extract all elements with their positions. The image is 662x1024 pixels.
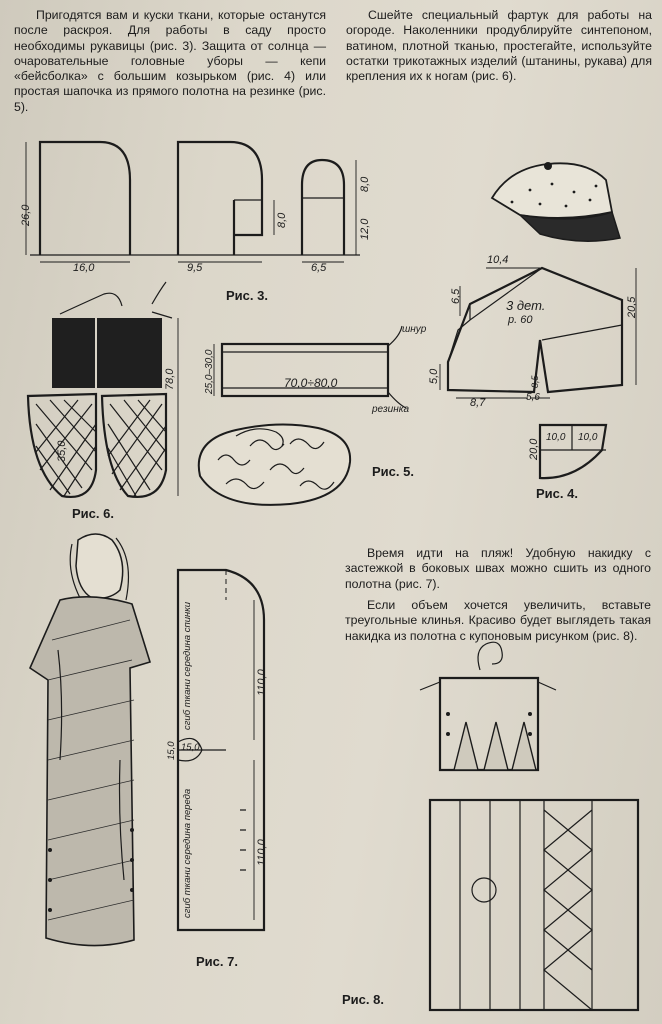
visor-dim-h: 20,0 bbox=[528, 438, 540, 460]
apron-dim-pocket: 35,0 bbox=[56, 440, 68, 462]
caption-fig5: Рис. 5. bbox=[372, 464, 414, 479]
dim-width-main: 16,0 bbox=[73, 262, 95, 274]
cap-dim-top: 10,4 bbox=[487, 254, 509, 266]
beach-text-1: Время идти на пляж! Удобную накидку с застежкой в боковых швах можно сшить из одного полотна (рис. 7). bbox=[345, 546, 651, 591]
caption-fig4: Рис. 4. bbox=[536, 486, 578, 501]
dim-height: 26,0 bbox=[20, 204, 32, 226]
cap-dim-right: 20,5 bbox=[626, 296, 638, 318]
hat-dim-height: 25,0–30,0 bbox=[204, 349, 215, 394]
cap-dim-bottom-b: 5,6 bbox=[526, 392, 540, 403]
cape-fold-bottom: сгиб ткани середина переда bbox=[182, 788, 193, 918]
cap-dim-bottom-left: 5,0 bbox=[428, 368, 440, 384]
cap-dim-left: 6,5 bbox=[450, 288, 462, 304]
visor-dim-a: 10,0 bbox=[546, 432, 566, 443]
caption-fig3: Рис. 3. bbox=[226, 288, 268, 303]
cap-pieces: 3 дет. bbox=[506, 298, 546, 313]
intro-text-right: Сшейте специальный фартук для работы на огороде. Наколенники продублируйте синтепоном, ватином, плотной тканью, простегайте, используйте остатки трикотажных изделий (штанины, рукава) для крепления их к ногам (рис. 6). bbox=[346, 8, 652, 84]
cap-size: р. 60 bbox=[508, 314, 533, 326]
caption-fig7: Рис. 7. bbox=[196, 954, 238, 969]
cape-dim-neck-h: 15,0 bbox=[166, 741, 177, 760]
caption-fig8: Рис. 8. bbox=[342, 992, 384, 1007]
cape-dim-top: 110,0 bbox=[256, 669, 268, 696]
beach-text-2: Если объем хочется увеличить, вставьте треугольные клинья. Красиво будет выглядеть такая накидка из полотна с купоновым рисунком (рис. 8). bbox=[345, 598, 651, 643]
cap-dim-center: 8,5 bbox=[530, 375, 540, 388]
hat-elastic-label: резинка bbox=[372, 404, 410, 415]
hat-cord-label: шнур bbox=[402, 324, 427, 335]
apron-dim-length: 78,0 bbox=[164, 368, 176, 390]
intro-text-left: Пригодятся вам и куски ткани, которые останутся после раскроя. Для работы в саду просто необходимы рукавицы (рис. 3). Защита от солнца — очаровательные головные уборы — кепи «бейсболка» с большим козырьком (рис. 4) или простая шапочка из прямого полотна на резинке (рис. 5). bbox=[14, 8, 326, 114]
hat-dim-width: 70,0÷80,0 bbox=[284, 376, 338, 390]
dim-h12: 12,0 bbox=[359, 218, 371, 240]
cap-dim-bottom-a: 8,7 bbox=[470, 397, 486, 409]
caption-fig6: Рис. 6. bbox=[72, 506, 114, 521]
cape-dim-neck-w: 15,0 bbox=[181, 742, 200, 753]
cape-fold-top: сгиб ткани середина спинки bbox=[182, 602, 193, 730]
dim-h8b: 8,0 bbox=[359, 176, 371, 192]
dim-h8: 8,0 bbox=[276, 212, 288, 228]
dim-width-small: 6,5 bbox=[311, 262, 327, 274]
cape-dim-bottom: 110,0 bbox=[256, 839, 268, 866]
visor-dim-b: 10,0 bbox=[578, 432, 598, 443]
dim-width-thumb: 9,5 bbox=[187, 262, 203, 274]
